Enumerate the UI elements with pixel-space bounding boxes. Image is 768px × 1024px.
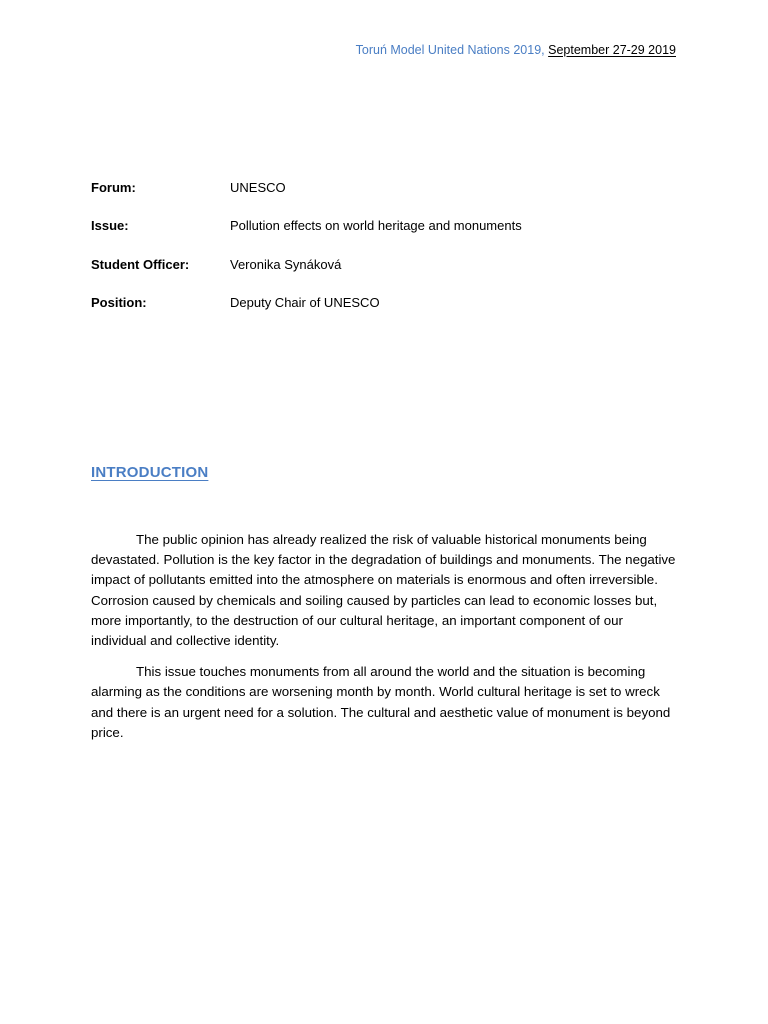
introduction-body — [91, 530, 681, 754]
student-officer-value: Veronika Synáková — [230, 256, 342, 272]
page-header — [356, 41, 676, 59]
meta-row-forum — [91, 179, 691, 217]
meta-row-position — [91, 294, 691, 332]
meta-row-student-officer — [91, 256, 691, 294]
issue-value: Pollution effects on world heritage and monuments — [230, 218, 522, 234]
conference-name: Toruń Model United Nations 2019, — [355, 43, 545, 57]
introduction-paragraph-2: This issue touches monuments from all around the world and the situation is becoming alarming as the conditions are worsening month by month. World cultural heritage is set to wreck and there is an urgent need for a solution. The cultural and aesthetic value of monument is beyond price. — [91, 664, 671, 740]
introduction-paragraph-1: The public opinion has already realized the risk of valuable historical monuments being devastated. Pollution is the key factor in the degradation of buildings and monuments. The negative impact of pollutants emitted into the atmosphere on materials is enormous and often irreversible. Corrosion caused by chemicals and soiling caused by particles can lead to economic losses but, more importantly, to the destruction of our cultural heritage, an important component of our individual and collective identity. — [91, 532, 676, 649]
meta-row-issue — [91, 217, 691, 255]
introduction-heading: INTRODUCTION — [91, 464, 209, 481]
document-meta — [91, 179, 691, 332]
issue-label: Issue: — [91, 218, 129, 234]
position-label: Position: — [91, 294, 147, 310]
forum-value: UNESCO — [230, 180, 286, 195]
student-officer-label: Student Officer: — [91, 256, 190, 272]
conference-dates: September 27-29 2019 — [548, 43, 676, 57]
position-value: Deputy Chair of UNESCO — [230, 294, 380, 310]
forum-label: Forum: — [91, 180, 136, 195]
